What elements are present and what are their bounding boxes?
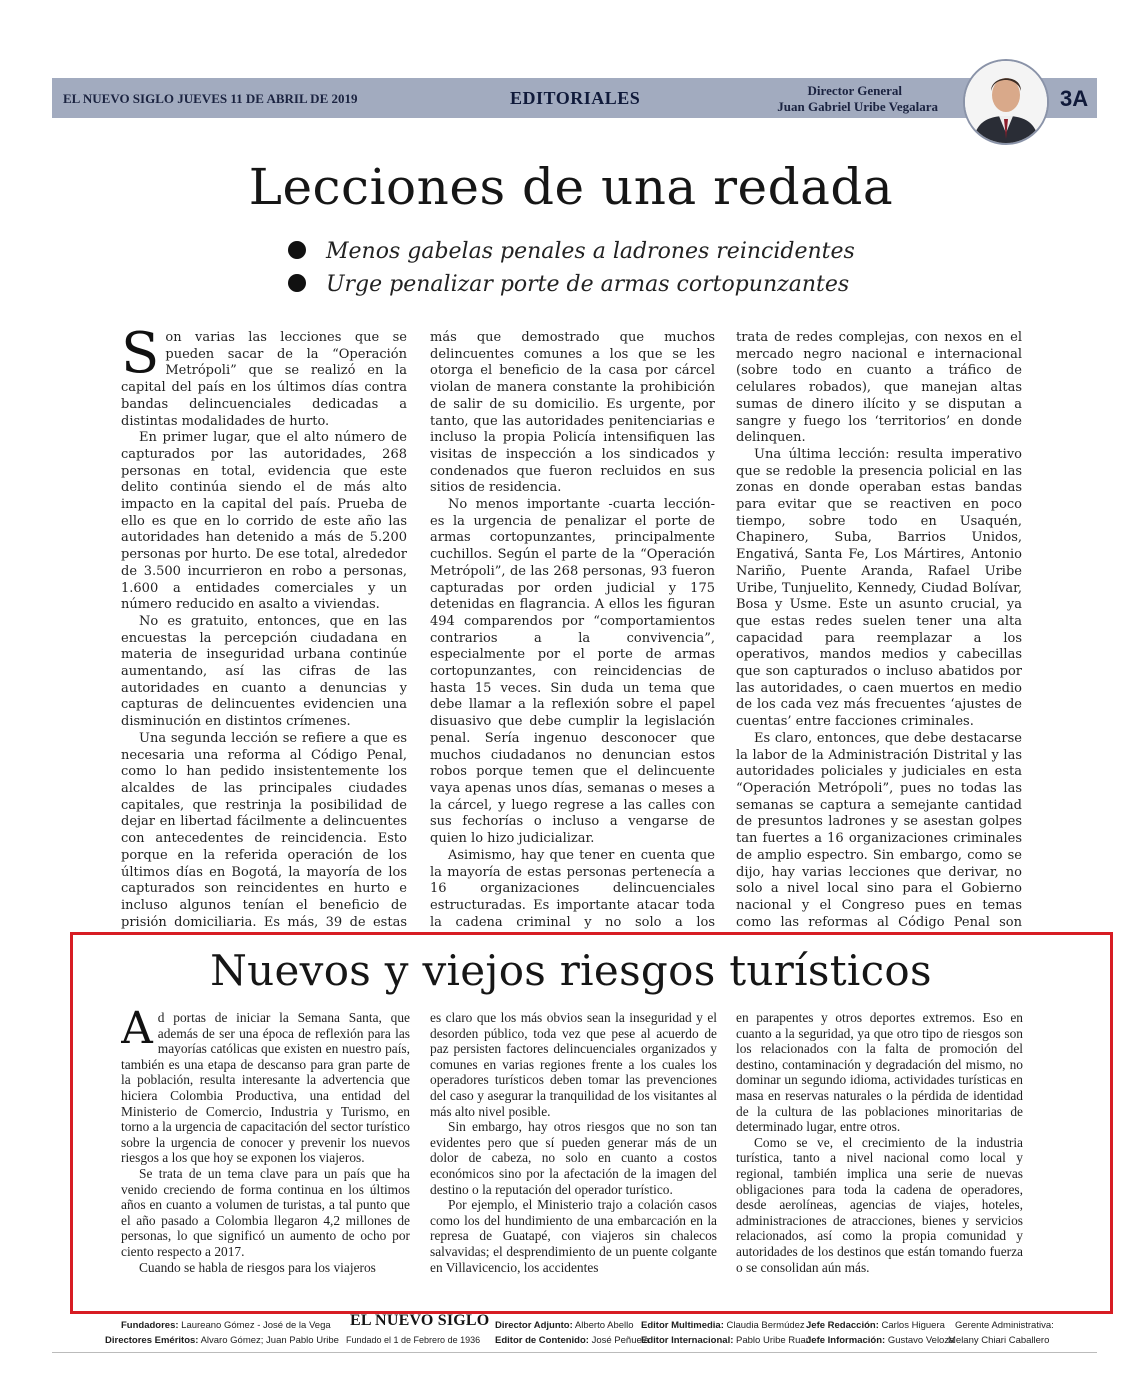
paragraph: más que demostrado que muchos delincuentes comunes a los que se les otorga el beneficio de la casa por cárcel violan de manera constante la prohibición de salir de su domicilio. Es urgente, por tanto, que las autoridades penitenciarias e incluso la propia Policía intensifiquen las visitas de inspección a los sindicados y condenados que fueron recluidos en sus sitios de residencia. bbox=[430, 330, 715, 496]
director-name: Juan Gabriel Uribe Vegalara bbox=[777, 99, 938, 114]
editorial-2-column-3 bbox=[736, 1010, 1023, 1305]
credit-founders: Fundadores: Laureano Gómez - José de la Vega bbox=[121, 1320, 331, 1331]
paragraph: Por ejemplo, el Ministerio trajo a colación casos como los del hundimiento de una embarcación en la represa de Guatapé, con viajeros sin chalecos salvavidas; el desprendimiento de un puente colgante en Villavicencio, los accidentes bbox=[430, 1197, 717, 1275]
editorial-headline-2: Nuevos y viejos riesgos turísticos bbox=[210, 946, 932, 995]
section-title: EDITORIALES bbox=[510, 88, 641, 108]
paragraph: Una segunda lección se refiere a que es necesaria una reforma al Código Penal, como lo han pedido insistentemente los alcaldes de las principales ciudades capitales, que restrinja la posibilidad de dejar en libertad fácilmente a delincuentes con antecedentes de reincidencia. Esto porque en la referida operación de los últimos días en Bogotá, la mayoría de los capturados son reincidentes en hurto e incluso algunos tenían el beneficio de prisión domiciliaria. Es más, 39 de estas bbox=[121, 730, 407, 930]
paragraph: Son varias las lecciones que se pueden sacar de la “Operación Metrópoli” que se realizó en la capital del país en los últimos días contra bandas delincuenciales dedicadas a distintas modalidades de hurto. bbox=[121, 330, 407, 429]
editorial-2-column-2 bbox=[430, 1010, 717, 1305]
editorial-1-column-2 bbox=[430, 330, 715, 930]
director-role: Director General bbox=[807, 83, 902, 98]
credit-international-editor: Editor Internacional: Pablo Uribe Ruan bbox=[641, 1335, 812, 1346]
paragraph: Es claro, entonces, que debe destacarse la labor de la Administración Distrital y las autoridades policiales y judiciales en esta “Operación Metrópoli”, pues no todas las semanas se captura a semejante cantidad de presuntos ladrones y se asestan golpes tan fuertes a 16 organizaciones criminales de amplio espectro. Sin embargo, como se dijo, hay varias lecciones que derivar, no solo a nivel local sino para el Gobierno nacional y el Congreso pues en temas como las reformas al Código Penal son bbox=[736, 730, 1022, 930]
editorial-1-column-1 bbox=[121, 330, 407, 930]
paragraph: No menos importante -cuarta lección- es la urgencia de penalizar el porte de armas cortopunzantes, principalmente cuchillos. Según el parte de la “Operación Metrópoli”, de las 268 personas, 93 fueron capturadas por orden judicial y 175 detenidas en flagrancia. A ellos les figuran 494 comparendos por “comportamientos contrarios a la convivencia”, especialmente por el porte de armas cortopunzantes, con reincidencias de hasta 15 veces. Sin duda un tema que debe llamar a la reflexión sobre el papel disuasivo que debe cumplir la legislación penal. Sería ingenuo desconocer que muchos ciudadanos no denuncian estos robos porque temen que el delincuente vaya apenas unos días, semanas o meses a la cárcel, y luego regrese a las calles con sus fechorías o incluso a vengarse de quien lo hizo judicializar. bbox=[430, 497, 715, 847]
paragraph: Asimismo, hay que tener en cuenta que la mayoría de estas personas pertenecía a 16 organizaciones delincuenciales estructuradas. Es importante atacar toda la cadena criminal y no solo a los bbox=[430, 847, 715, 930]
paragraph: Como se ve, el crecimiento de la industria turística, tanto a nivel nacional como local y regional, también implica una serie de nuevas obligaciones para toda la cadena de operadores, desde aerolíneas, agencias de viajes, hoteles, administraciones de atracciones, bienes y servicios relacionados, así como la propia comunidad y autoridades de los destinos que están tomando fuerza o se consolidan aún más. bbox=[736, 1134, 1023, 1275]
credit-content-editor: Editor de Contenido: José Peñuela bbox=[495, 1335, 650, 1346]
page-number: 3A bbox=[1060, 86, 1089, 111]
credit-newsroom-chief: Jefe Redacción: Carlos Higuera bbox=[806, 1320, 945, 1331]
paragraph: Sin embargo, hay otros riesgos que no son tan evidentes pero que sí pueden generar más de un dolor de cabeza, no solo en cuanto a costos económicos sino por la afectación de la imagen del destino o la reputación del operador turístico. bbox=[430, 1119, 717, 1197]
director-portrait bbox=[963, 59, 1049, 145]
paragraph: Se trata de un tema clave para un país que ha venido creciendo de forma continua en los últimos años en cuanto a volumen de turistas, a tal punto que el año pasado a Colombia llegaron 4,2 millones de personas, lo que significó un aumento de ocho por ciento respecto a 2017. bbox=[121, 1165, 410, 1259]
masthead-logo: EL NUEVO SIGLO bbox=[350, 1312, 490, 1329]
paragraph: Una última lección: resulta imperativo que se redoble la presencia policial en las zonas en donde operaban estas bandas para evitar que se reactiven en poco tiempo, sobre todo en Usaquén, Chapinero, Suba, Barrios Unidos, Engativá, Santa Fe, Los Mártires, Antonio Nariño, Puente Aranda, Rafael Uribe Uribe, Tunjuelito, Kennedy, Ciudad Bolívar, Bosa y Usme. Este un asunto crucial, ya que estas redes suelen tener una alta capacidad para reemplazar a los operativos, mandos medios y cabecillas que son capturados o incluso abatidos por las autoridades, o caen muertos en medio de los cada vez más frecuentes ‘ajustes de cuentas’ entre facciones criminales. bbox=[736, 446, 1022, 730]
credit-manager-label: Gerente Administrativa: bbox=[955, 1320, 1054, 1331]
subhead-text-2: Urge penalizar porte de armas cortopunzantes bbox=[326, 272, 850, 297]
paragraph: En primer lugar, que el alto número de capturados por las autoridades, 268 personas en total, evidencia que este delito continúa siendo el de más alto impacto en la capital del país. Prueba de ello es que en lo corrido de este año las autoridades han detenido a más de 5.200 personas por hurto. De ese total, alrededor de 3.500 incurrieron en robo a personas, 1.600 a entidades comerciales y un número reducido en asalto a viviendas. bbox=[121, 430, 407, 613]
paragraph: Ad portas de iniciar la Semana Santa, que además de ser una época de reflexión para las mayorías católicas que existen en nuestro país, también es una etapa de descanso para gran parte de la población, resulta interesante la advertencia que hiciera Colombia Productiva, una entidad del Ministerio de Comercio, Industria y Turismo, en torno a la urgencia de capacitación del sector turístico sobre la urgencia de conocer y prevenir los nuevos riesgos a los que hoy se exponen los viajeros. bbox=[121, 1010, 410, 1166]
credit-multimedia-editor: Editor Multimedia: Claudia Bermúdez bbox=[641, 1320, 805, 1331]
bullet-icon bbox=[288, 241, 306, 259]
paragraph: No es gratuito, entonces, que en las encuestas la percepción ciudadana en materia de inseguridad urbana continúe aumentando, así las cifras de las autoridades en cuanto a denuncias y capturas de delincuentes evidencien una disminución en distintos crímenes. bbox=[121, 613, 407, 730]
credit-information-chief: Jefe Información: Gustavo Veloza bbox=[806, 1335, 955, 1346]
editorial-headline-1: Lecciones de una redada bbox=[248, 158, 894, 216]
subhead-2 bbox=[288, 272, 849, 297]
paragraph: en parapentes y otros deportes extremos. Eso en cuanto a la seguridad, ya que otro tipo de riesgos son los relacionados con la falta de promoción del destino, contaminación y degradación del mismo, no dominar un segundo idioma, actividades turísticas en masa en reservas naturales o la pérdida de identidad de la cultura de las poblaciones minoritarias de determinado lugar, entre otros. bbox=[736, 1010, 1023, 1135]
paragraph: Cuando se habla de riesgos para los viajeros bbox=[139, 1259, 376, 1275]
bullet-icon bbox=[288, 274, 306, 292]
subhead-text-1: Menos gabelas penales a ladrones reincidentes bbox=[326, 239, 855, 264]
credit-emeritus: Directores Eméritos: Alvaro Gómez; Juan Pablo Uribe bbox=[105, 1335, 339, 1346]
subhead-1 bbox=[288, 239, 855, 264]
portrait-icon bbox=[965, 61, 1047, 143]
editorial-2-column-1 bbox=[121, 1010, 410, 1305]
header-publication-date: EL NUEVO SIGLO JUEVES 11 DE ABRIL DE 2019 bbox=[63, 91, 358, 106]
drop-cap: S bbox=[121, 330, 160, 386]
credit-deputy-director: Director Adjunto: Alberto Abello bbox=[495, 1320, 634, 1331]
editorial-1-column-3 bbox=[736, 330, 1022, 930]
paragraph: trata de redes complejas, con nexos en el mercado negro nacional e internacional (sobre todo en cuanto a tráfico de celulares robados), que manejan altas sumas de dinero ilícito y se disputan a sangre y fuego los ‘territorios’ en donde delinquen. bbox=[736, 330, 1022, 446]
credit-manager: Melany Chiari Caballero bbox=[948, 1335, 1050, 1346]
paragraph: es claro que los más obvios sean la inseguridad y el desorden público, toda vez que pese al acuerdo de paz persisten factores delincuenciales organizados y comunes en varias regiones frente a los cuales los operadores turísticos deben tomar las prevenciones del caso y asegurar la tranquilidad de los visitantes al más alto nivel posible. bbox=[430, 1010, 717, 1119]
founded-date: Fundado el 1 de Febrero de 1936 bbox=[346, 1335, 481, 1345]
footer-divider bbox=[52, 1352, 1097, 1353]
drop-cap: A bbox=[121, 1010, 153, 1054]
